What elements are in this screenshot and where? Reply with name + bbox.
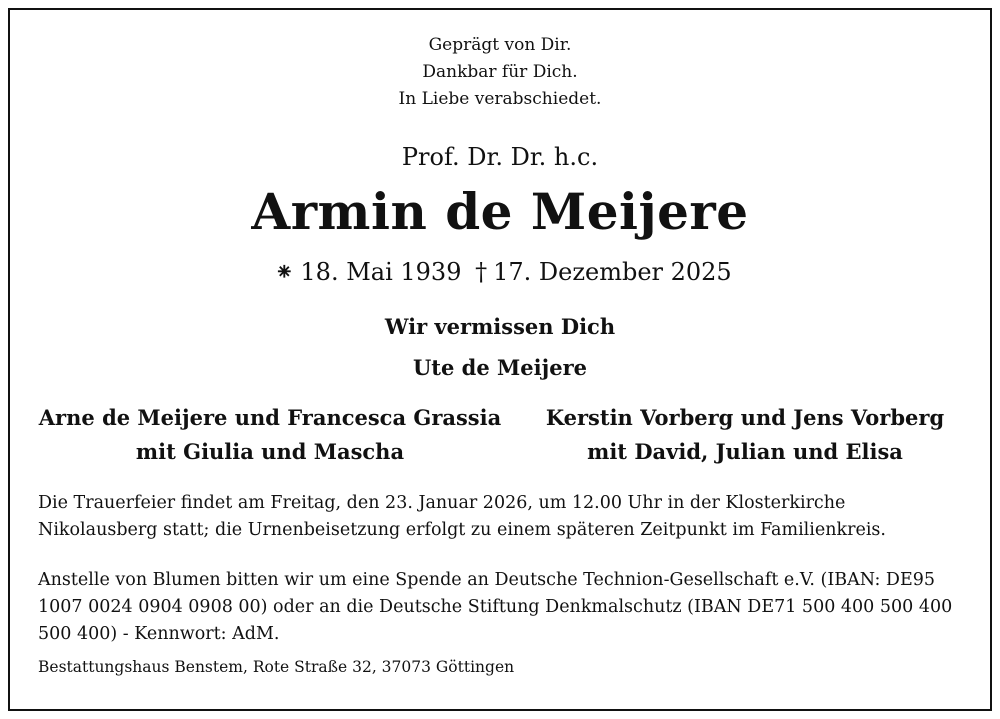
donation-text: Anstelle von Blumen bitten wir um eine Spende an Deutsche Technion-Gesellschaft e.V. (IBAN: DE95 1007 0024 0904 0908 00) oder an die Deutsche Stiftung Denkmalschutz (IBAN DE71 500 400 500 400 500 400) - Kennwort: AdM. — [38, 570, 953, 644]
undertaker-address: Bestattungshaus Benstem, Rote Straße 32, 37073 Göttingen — [38, 658, 515, 676]
birth-symbol: ⁕ — [274, 258, 295, 286]
death-cross-icon: † — [475, 258, 488, 286]
death-date: 17. Dezember 2025 — [493, 258, 732, 286]
birth-date: 18. Mai 1939 — [300, 258, 462, 286]
miss-line: Wir vermissen Dich — [384, 314, 616, 339]
funeral-text: Die Trauerfeier findet am Freitag, den 23. Januar 2026, um 12.00 Uhr in der Klosterkirche Nikolausberg statt; die Urnenbeisetzung erfolgt zu einem späteren Zeitpunkt im Familienkreis. — [38, 493, 886, 540]
family-left — [10, 401, 530, 469]
wife-name: Ute de Meijere — [412, 355, 587, 380]
motto-line: Dankbar für Dich. — [422, 62, 578, 82]
motto-line: In Liebe verabschiedet. — [398, 89, 602, 109]
deceased-name: Armin de Meijere — [251, 182, 749, 241]
family-right — [510, 401, 980, 469]
motto-line: Geprägt von Dir. — [428, 35, 572, 55]
family-left-line: Arne de Meijere und Francesca Grassia — [38, 405, 502, 430]
academic-title: Prof. Dr. Dr. h.c. — [401, 143, 599, 171]
family-right-line: Kerstin Vorberg und Jens Vorberg — [545, 405, 945, 430]
obituary-frame — [8, 8, 992, 711]
family-right-line: mit David, Julian und Elisa — [587, 439, 903, 464]
family-left-line: mit Giulia und Mascha — [135, 439, 405, 464]
motto — [10, 32, 990, 113]
life-dates — [10, 258, 990, 286]
